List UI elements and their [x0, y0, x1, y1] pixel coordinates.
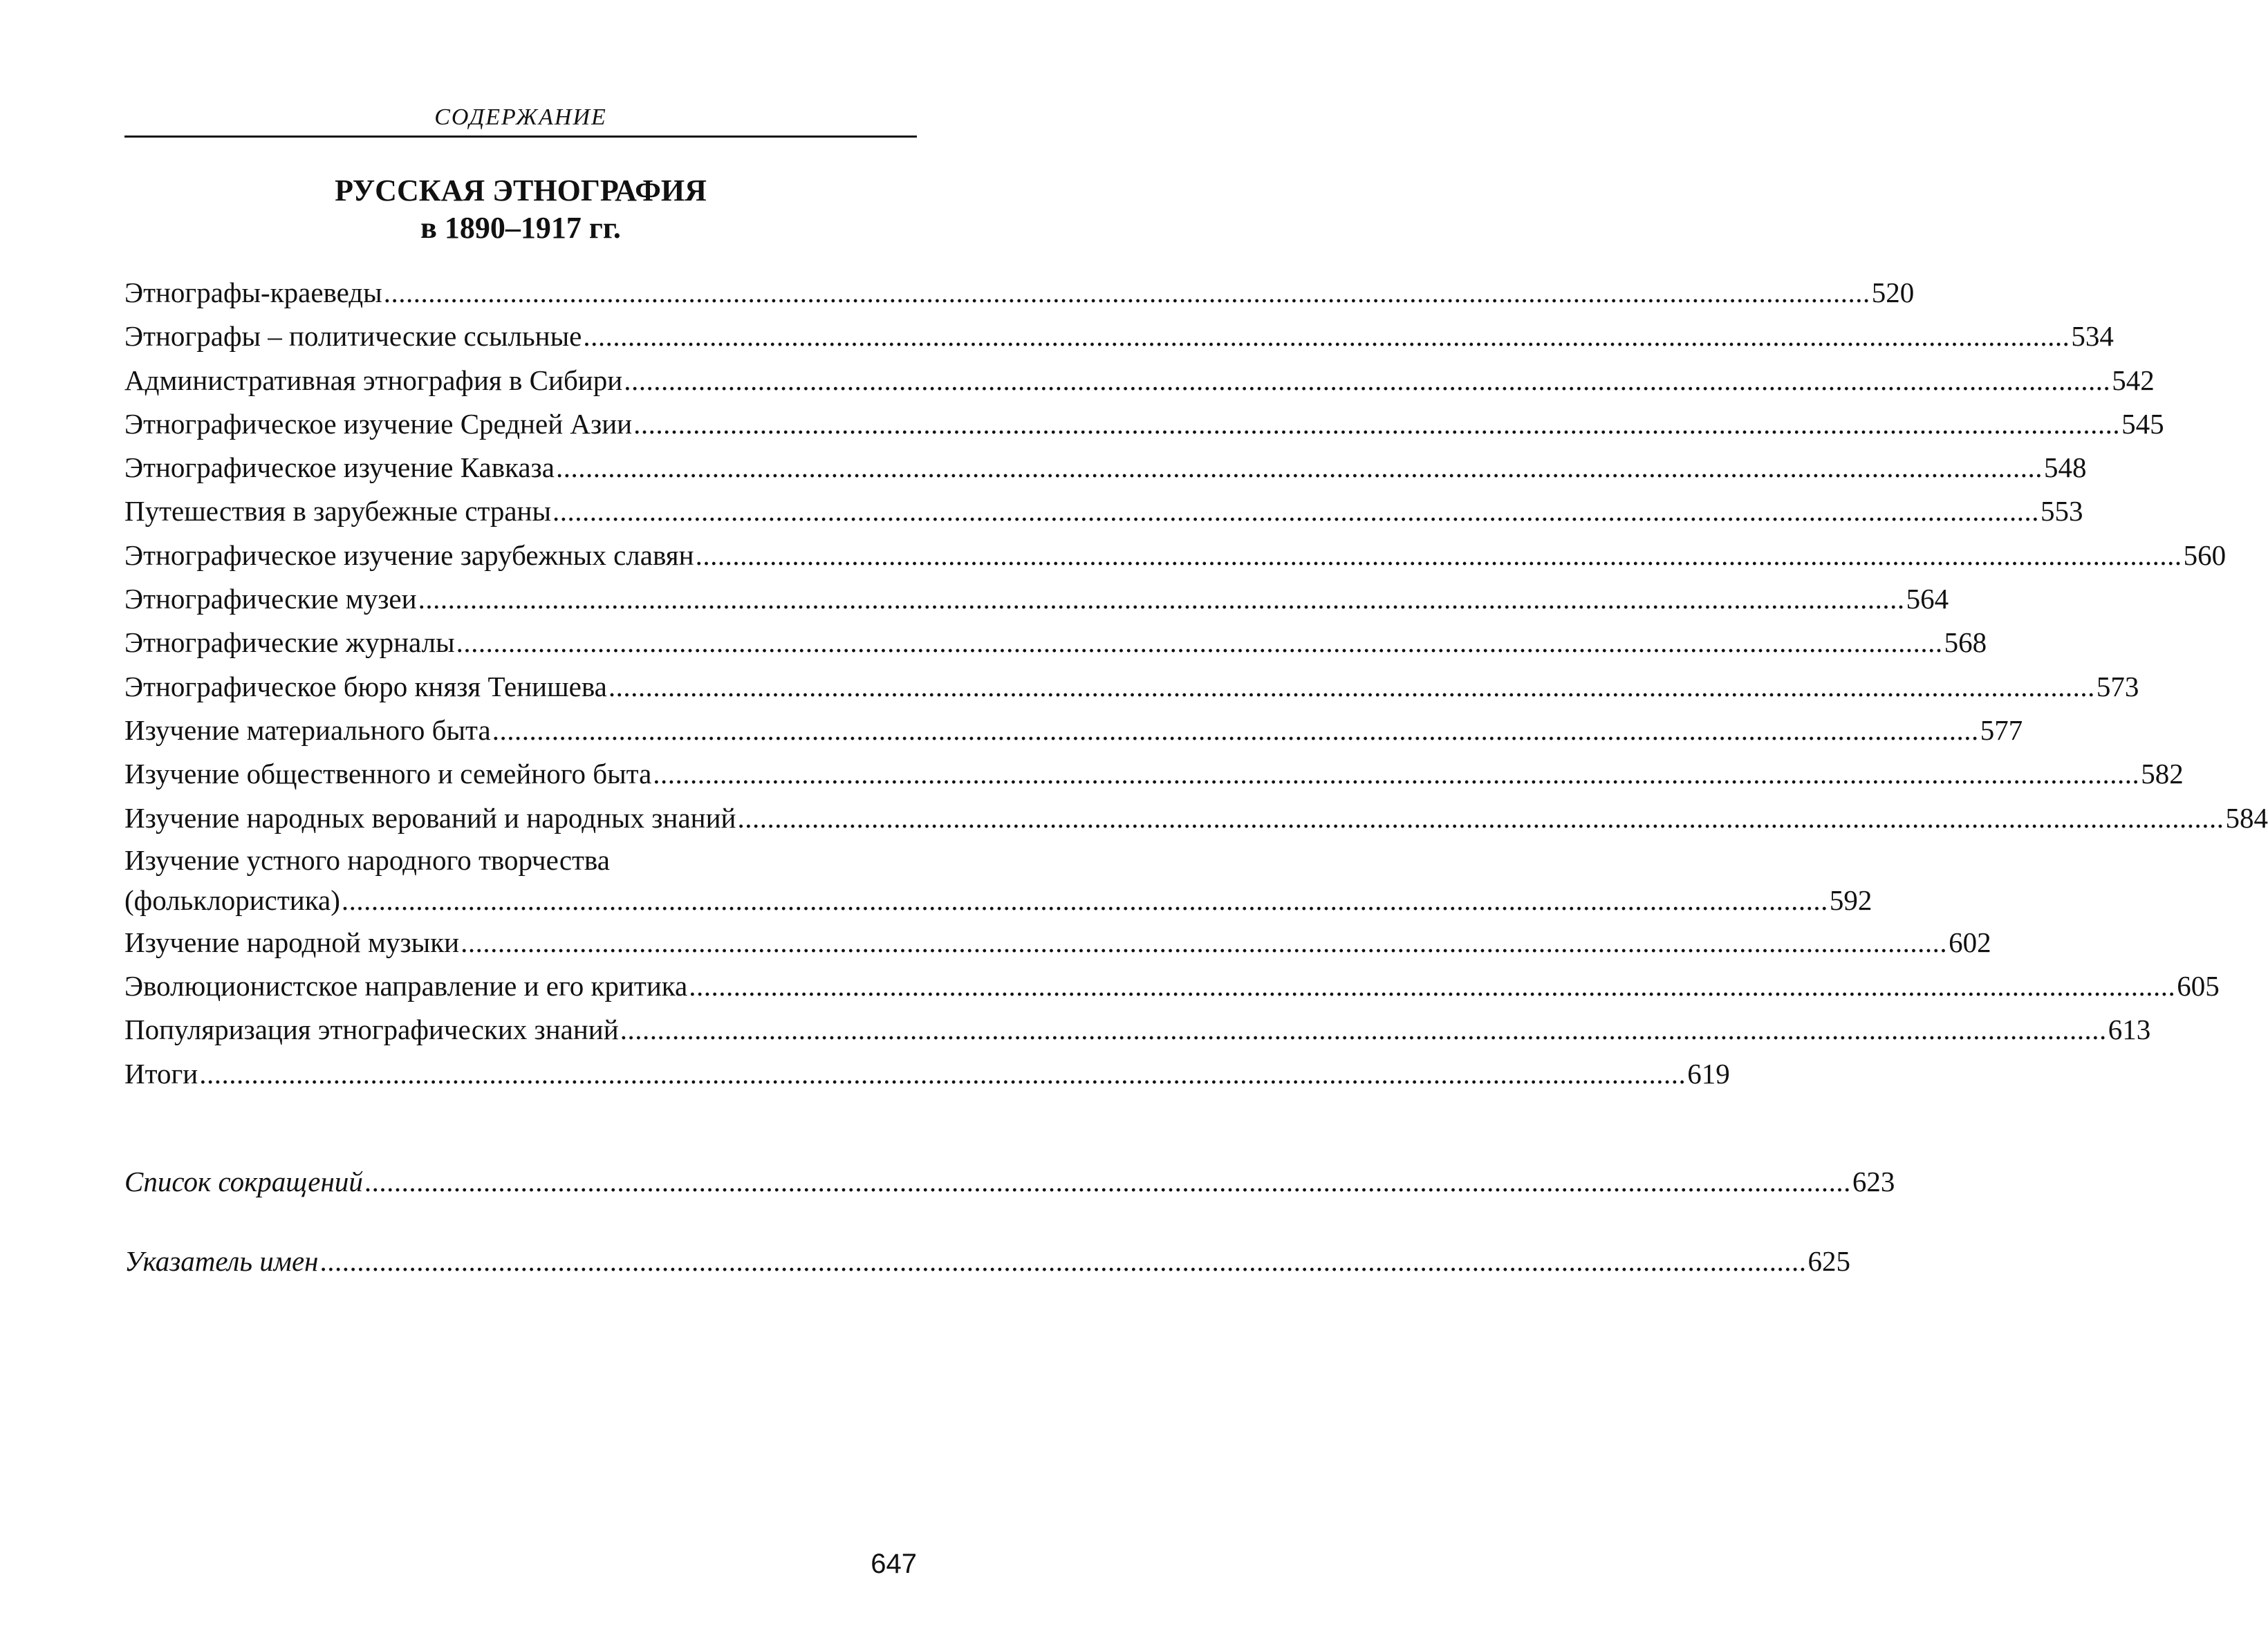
toc-entry-title: Изучение материального быта	[124, 713, 491, 746]
dot-leader	[461, 921, 1947, 964]
appendix-entry-title: Список сокращений	[124, 1166, 363, 1197]
toc-entry-page: 573	[2096, 670, 2139, 702]
toc-entry-title: Популяризация этнографических знаний	[124, 1014, 619, 1046]
toc-entry	[124, 446, 2087, 489]
toc-entry-page: 582	[2141, 758, 2184, 790]
appendix-entry	[124, 1240, 1850, 1283]
toc-entry-title: Этнографы-краеведы	[124, 277, 382, 308]
appendix-entry-page: 623	[1852, 1166, 1895, 1197]
toc-entry	[124, 921, 1991, 964]
dot-leader	[620, 1008, 2107, 1052]
dot-leader	[456, 621, 1943, 664]
toc-entry-page: 568	[1944, 626, 1987, 659]
toc-entry	[124, 964, 2220, 1008]
appendix-entry-title: Указатель имен	[124, 1245, 319, 1277]
dot-leader	[320, 1240, 1807, 1283]
dot-leader	[608, 665, 2095, 709]
toc-entry	[124, 796, 2268, 840]
toc-entry-title: Изучение устного народного творчества	[124, 843, 610, 876]
page-number: 647	[871, 1549, 917, 1579]
toc-entry	[124, 402, 2164, 446]
toc-entry-page: 560	[2183, 539, 2227, 571]
toc-entry-page: 613	[2108, 1014, 2151, 1046]
toc-entry	[124, 1052, 1730, 1096]
toc-entry-title: Итоги	[124, 1057, 198, 1090]
dot-leader	[737, 796, 2224, 840]
toc-entry-title: Эволюционистское направление и его критика	[124, 970, 688, 1002]
toc-entry-page: 545	[2121, 407, 2164, 440]
dot-leader	[364, 1160, 1851, 1204]
dot-leader	[418, 577, 1905, 621]
toc-entry-title: Этнографические журналы	[124, 626, 455, 659]
toc-entry-title: Путешествия в зарубежные страны	[124, 495, 552, 528]
toc-entry	[124, 709, 2023, 752]
toc-entry	[124, 359, 2155, 402]
toc-entry	[124, 840, 1872, 921]
dot-leader	[552, 489, 2039, 533]
appendix-entry-row	[124, 1160, 1895, 1204]
dot-leader: ........................................................................................................................................................................................................	[341, 884, 1828, 916]
toc-entry	[124, 1008, 2151, 1052]
dot-leader	[696, 534, 2182, 577]
toc-entry-title: Этнографическое бюро князя Тенишева	[124, 670, 607, 702]
toc-entry	[124, 621, 1987, 664]
toc-entry	[124, 315, 2114, 358]
toc-entry-title: Этнографическое изучение Средней Азии	[124, 407, 633, 440]
toc-entry-title: Этнографы – политические ссыльные	[124, 320, 582, 353]
toc-entry-page: 553	[2041, 495, 2083, 528]
toc-entry	[124, 577, 1949, 621]
toc-entry-page: 520	[1871, 277, 1915, 308]
dot-leader	[633, 402, 2120, 446]
appendix-entry	[124, 1160, 1895, 1204]
toc-entry-page: 602	[1949, 926, 1991, 958]
toc-entry-title: Этнографическое изучение зарубежных славян	[124, 539, 694, 571]
dot-leader	[583, 315, 2070, 358]
header-rule	[124, 136, 917, 138]
dot-leader	[556, 446, 2043, 489]
dot-leader	[384, 271, 1870, 315]
section-title: РУССКАЯ ЭТНОГРАФИЯ	[335, 174, 707, 207]
toc-entry	[124, 534, 2227, 577]
toc-entry-page: 619	[1687, 1057, 1730, 1090]
toc-entry-title: Изучение народной музыки	[124, 926, 460, 958]
toc-entry-page: 577	[1980, 713, 2023, 746]
toc-entry-title: Этнографическое изучение Кавказа	[124, 451, 555, 484]
dot-leader	[653, 752, 2139, 796]
toc-entry-page: 564	[1906, 583, 1949, 615]
toc-entry-page: 542	[2112, 364, 2155, 396]
appendix-entry-row	[124, 1240, 1850, 1283]
running-head: СОДЕРЖАНИЕ	[434, 104, 607, 130]
toc-entry	[124, 489, 2083, 533]
dot-leader	[492, 709, 1979, 752]
toc-entry-page: 605	[2177, 970, 2220, 1002]
toc-entry-title: Административная этнография в Сибири	[124, 364, 623, 396]
toc-entry-page: 534	[2071, 320, 2114, 353]
table-of-contents	[124, 271, 2268, 1096]
dot-leader	[689, 964, 2175, 1008]
toc-entry-title: Изучение общественного и семейного быта	[124, 758, 652, 790]
toc-entry-page: 548	[2043, 451, 2087, 484]
toc-entry-title-continued: (фольклористика)	[124, 884, 340, 916]
toc-entry	[124, 752, 2184, 796]
dot-leader	[624, 359, 2110, 402]
toc-entry-title: Этнографические музеи	[124, 583, 417, 615]
dot-leader	[199, 1052, 1686, 1096]
toc-entry	[124, 271, 1915, 315]
toc-entry-title: Изучение народных верований и народных знаний	[124, 801, 736, 834]
section-subtitle: в 1890–1917 гг.	[420, 211, 621, 245]
toc-entry-page: 592	[1829, 884, 1872, 916]
appendix-entry-page: 625	[1807, 1245, 1850, 1277]
toc-entry	[124, 665, 2139, 709]
toc-entry-page: 584	[2225, 801, 2268, 834]
